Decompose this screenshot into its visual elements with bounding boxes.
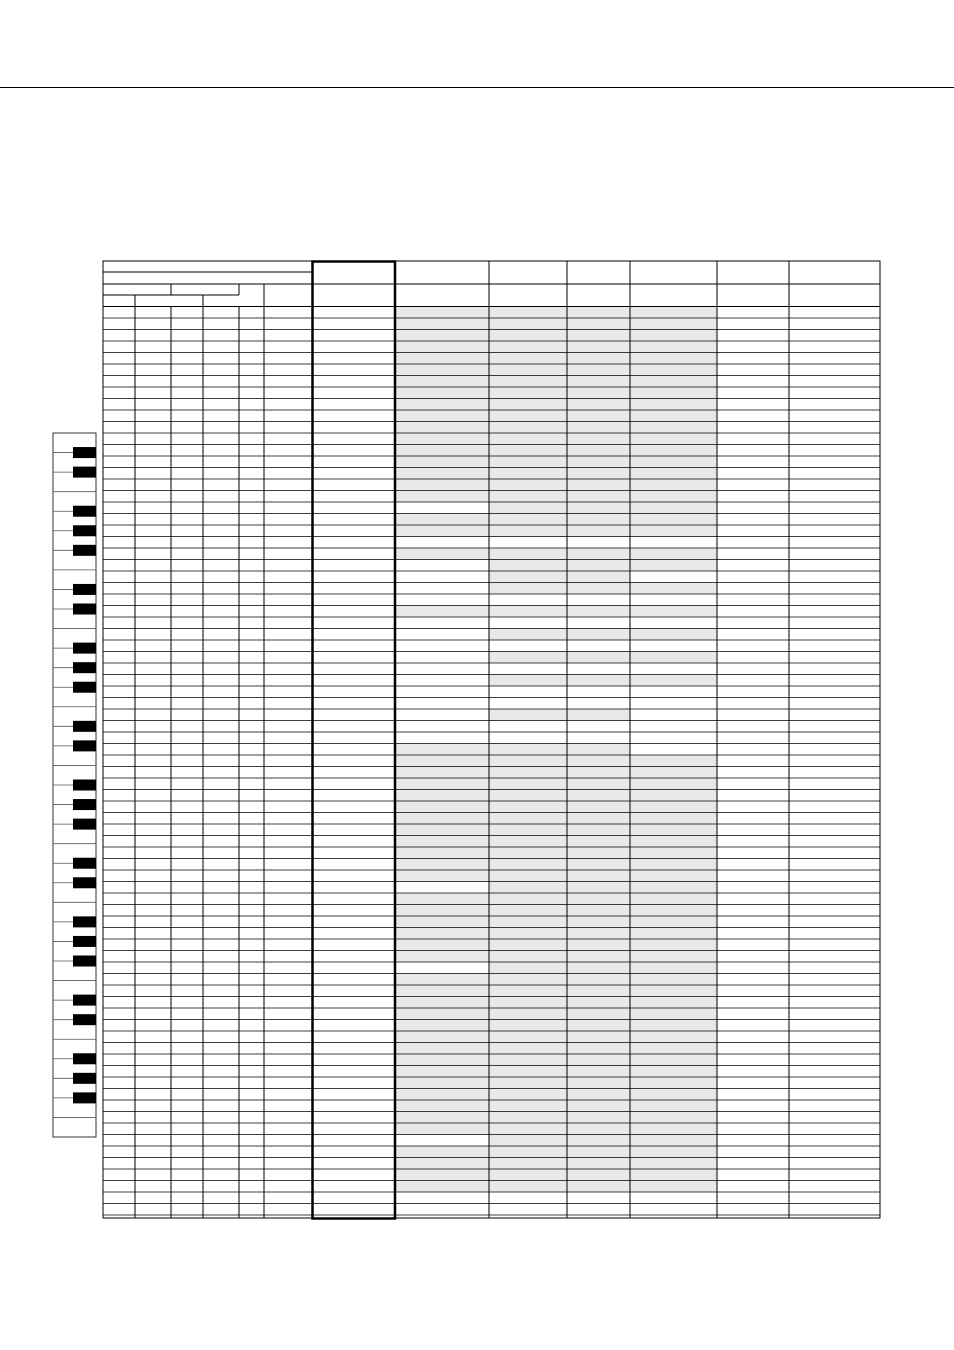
black-key-17 [73,780,96,791]
black-key-29 [73,1014,96,1025]
shaded-cell-1 [395,514,489,526]
black-key-7 [73,584,96,595]
black-key-3 [73,506,96,517]
shaded-cell-43 [630,675,717,687]
black-key-14 [73,721,96,732]
black-key-1 [73,467,96,478]
shaded-cell-29 [567,583,630,595]
shaded-cell-3 [395,548,489,560]
shaded-cell-41 [630,629,717,641]
shaded-cell-18 [489,583,567,595]
shaded-cell-46 [630,859,717,1193]
shaded-cell-21 [489,652,567,664]
shaded-cell-38 [630,560,717,572]
shaded-cell-2 [395,525,489,537]
black-key-12 [73,682,96,693]
shaded-cell-19 [489,606,567,618]
shaded-cell-45 [630,824,717,859]
shaded-cell-35 [567,744,630,1193]
shaded-cell-24 [489,744,567,1193]
shaded-cell-39 [630,583,717,595]
shaded-cell-5 [395,744,489,825]
shaded-cell-28 [567,571,630,583]
black-key-26 [73,956,96,967]
black-key-18 [73,799,96,810]
shaded-cell-34 [567,709,630,721]
shaded-cell-15 [489,525,567,537]
black-key-19 [73,819,96,830]
black-key-25 [73,936,96,947]
shaded-cell-42 [630,652,717,664]
shaded-cell-32 [567,652,630,664]
shaded-cell-33 [567,675,630,687]
black-key-32 [73,1073,96,1084]
highlighted-column-frame [313,262,396,1219]
shaded-cell-17 [489,571,567,583]
shaded-cell-22 [489,675,567,687]
shaded-cell-14 [489,307,567,526]
shaded-cell-23 [489,709,567,721]
shaded-cell-6 [395,824,489,859]
black-key-31 [73,1053,96,1064]
black-key-28 [73,995,96,1006]
black-key-0 [73,447,96,458]
black-key-8 [73,604,96,615]
black-key-5 [73,545,96,556]
shaded-cell-20 [489,629,567,641]
shaded-cell-37 [630,548,717,560]
black-key-10 [73,643,96,654]
shaded-cell-26 [567,525,630,537]
shaded-cell-0 [395,307,489,503]
black-key-4 [73,525,96,536]
black-key-22 [73,877,96,888]
shaded-cell-40 [630,606,717,618]
shaded-cell-30 [567,606,630,618]
black-key-21 [73,858,96,869]
black-key-24 [73,916,96,927]
shaded-cell-4 [395,606,489,618]
black-key-33 [73,1092,96,1103]
shaded-cell-25 [567,307,630,526]
shaded-cell-31 [567,629,630,641]
black-key-11 [73,662,96,673]
black-key-15 [73,740,96,751]
